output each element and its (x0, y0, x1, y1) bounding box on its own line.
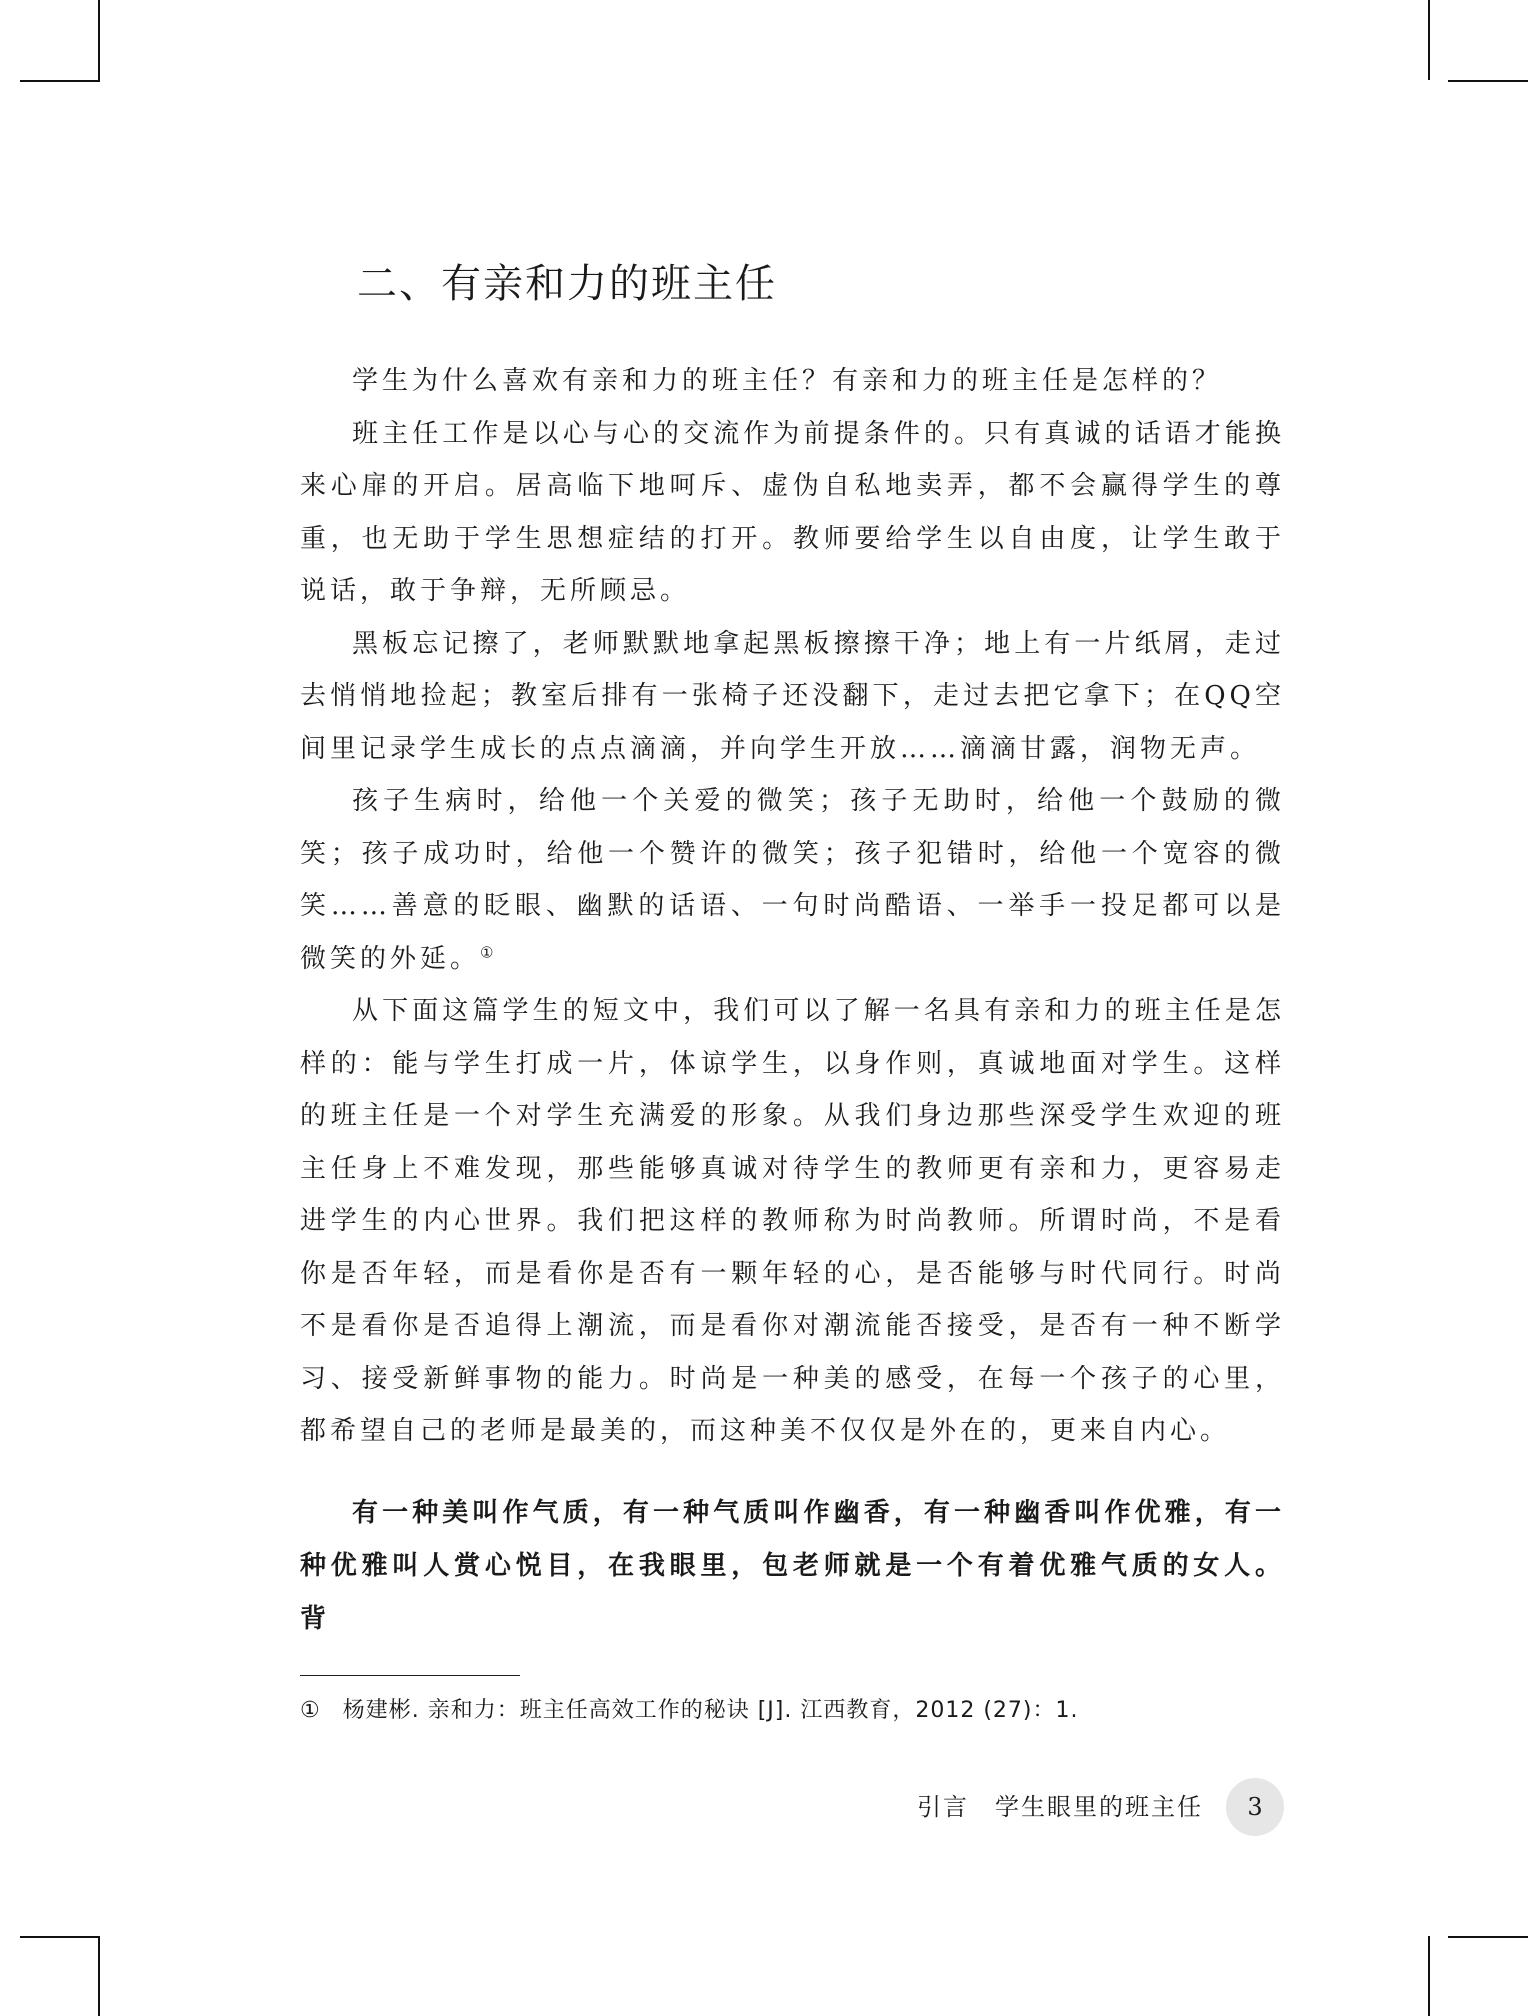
paragraph-text: 孩子生病时，给他一个关爱的微笑；孩子无助时，给他一个鼓励的微笑；孩子成功时，给他一个赞许的微笑；孩子犯错时，给他一个宽容的微笑……善意的眨眼、幽默的话语、一句时尚酷语、一举手一投足都可以是微笑的外延。 (300, 786, 1285, 974)
footnote-marker: ① (300, 1698, 321, 1723)
footnote-divider (300, 1675, 520, 1676)
footnote-reference[interactable]: ① (480, 942, 494, 961)
footnote-text: 杨建彬. 亲和力：班主任高效工作的秘诀 [J]. 江西教育，2012 (27)：1. (342, 1698, 1079, 1723)
section-title: 二、有亲和力的班主任 (357, 261, 777, 307)
running-footer: 引言 学生眼里的班主任 (917, 1793, 1203, 1821)
paragraph: 黑板忘记擦了，老师默默地拿起黑板擦擦干净；地上有一片纸屑，走过去悄悄地捡起；教室后排有一张椅子还没翻下，走过去把它拿下；在QQ空间里记录学生成长的点点滴滴，并向学生开放……滴滴甘露，润物无声。 (300, 628, 1285, 764)
crop-mark (1448, 1936, 1528, 1938)
student-essay-excerpt (300, 1487, 1285, 1646)
paragraph: 班主任工作是以心与心的交流作为前提条件的。只有真诚的话语才能换来心扉的开启。居高临下地呵斥、虚伪自私地卖弄，都不会赢得学生的尊重，也无助于学生思想症结的打开。教师要给学生以自由度，让学生敢于说话，敢于争辩，无所顾忌。 (300, 418, 1285, 606)
body-text (300, 355, 1285, 1458)
page-number: 3 (1226, 1778, 1284, 1836)
crop-mark (98, 1936, 100, 2016)
paragraph (300, 775, 1285, 985)
crop-mark (20, 80, 100, 82)
quote-paragraph: 有一种美叫作气质，有一种气质叫作幽香，有一种幽香叫作优雅，有一种优雅叫人赏心悦目，在我眼里，包老师就是一个有着优雅气质的女人。背 (300, 1498, 1285, 1634)
crop-mark (1428, 1936, 1430, 2016)
crop-mark (98, 0, 100, 80)
paragraph: 学生为什么喜欢有亲和力的班主任？有亲和力的班主任是怎样的？ (352, 366, 1223, 396)
footnote (300, 1693, 1079, 1724)
paragraph: 从下面这篇学生的短文中，我们可以了解一名具有亲和力的班主任是怎样的：能与学生打成一片，体谅学生，以身作则，真诚地面对学生。这样的班主任是一个对学生充满爱的形象。从我们身边那些深受学生欢迎的班主任身上不难发现，那些能够真诚对待学生的教师更有亲和力，更容易走进学生的内心世界。我们把这样的教师称为时尚教师。所谓时尚，不是看你是否年轻，而是看你是否有一颗年轻的心，是否能够与时代同行。时尚不是看你是否追得上潮流，而是看你对潮流能否接受，是否有一种不断学习、接受新鲜事物的能力。时尚是一种美的感受，在每一个孩子的心里，都希望自己的老师是最美的，而这种美不仅仅是外在的，更来自内心。 (300, 996, 1285, 1446)
crop-mark (20, 1936, 100, 1938)
crop-mark (1448, 80, 1528, 82)
crop-mark (1428, 0, 1430, 80)
